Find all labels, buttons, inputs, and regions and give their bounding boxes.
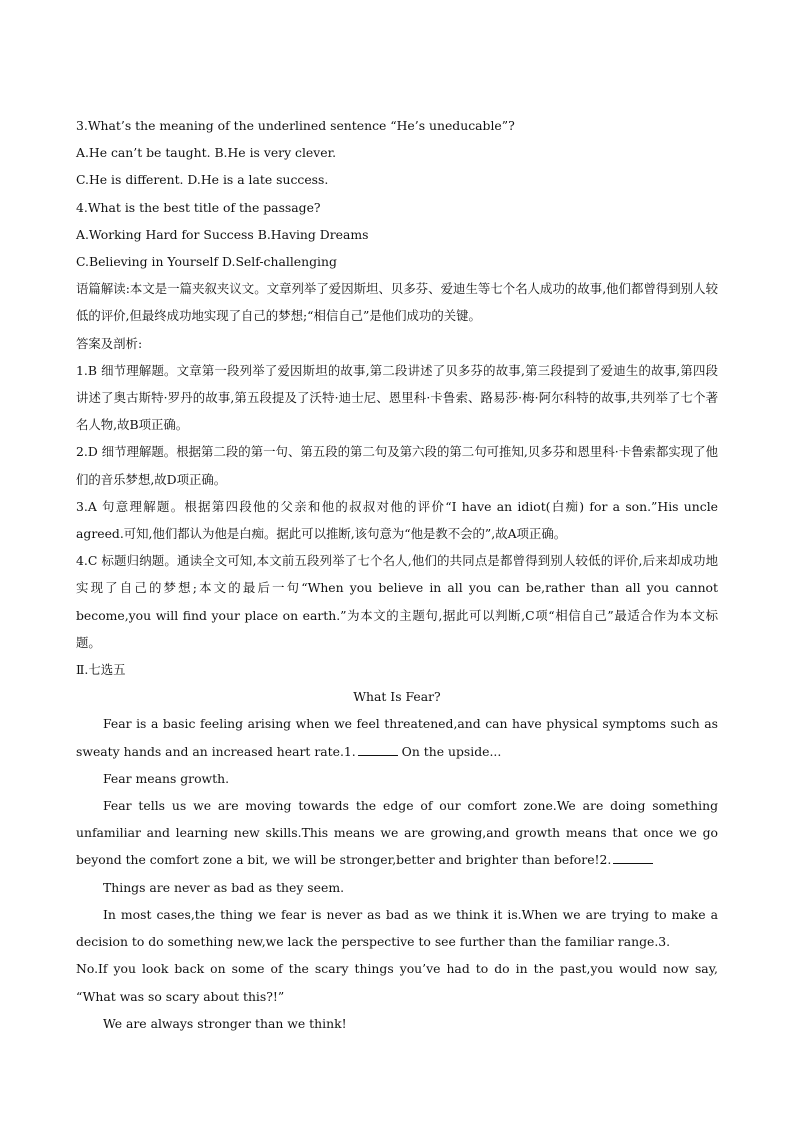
question-3-options-ab: A.He can’t be taught. B.He is very clever. [76, 145, 337, 161]
paragraph-7: We are always stronger than we think! [103, 1015, 347, 1031]
question-4-options-cd: C.Believing in Yourself D.Self-challenging [76, 254, 337, 270]
answer-3: 3.A 句意理解题。根据第四段他的父亲和他的叔叔对他的评价“I have an idiot(白痴) for a son.”His uncle agreed.可知,他们都认为他是白痴。据此可以推断,该句意为“他是教不会的”,故A项正确。 [76, 498, 718, 542]
blank-1[interactable] [358, 743, 398, 756]
answer-4: 4.C 标题归纳题。通读全文可知,本文前五段列举了七个名人,他们的共同点是都曾得到别人较低的评价,后来却成功地实现了自己的梦想;本文的最后一句“When you believe in all you can be,rather than all you cannot become,you will find your place on earth.”为本文的主题句,据此可以判断,C项“相信自己”最适合作为本文标题。 [76, 553, 718, 650]
question-4: 4.What is the best title of the passage? [76, 199, 321, 215]
section-2-heading: Ⅱ.七选五 [76, 662, 126, 678]
blank-2[interactable] [613, 851, 653, 864]
question-3: 3.What’s the meaning of the underlined sentence “He’s uneducable”? [76, 118, 515, 133]
paragraph-1-tail: On the upside... [397, 743, 502, 759]
answer-2: 2.D 细节理解题。根据第二段的第一句、第五段的第二句及第六段的第二句可推知,贝多芬和恩里科·卡鲁索都实现了他们的音乐梦想,故D项正确。 [76, 444, 718, 487]
paragraph-5: In most cases,the thing we fear is never as bad as we think it is.When we are trying to make a decision to do something new,we lack the perspective to see further than the familiar range.3. [76, 906, 718, 950]
paragraph-3 [76, 792, 718, 874]
answers-heading: 答案及剖析: [76, 335, 143, 351]
paragraph-1-text: Fear is a basic feeling arising when we feel threatened,and can have physical symptoms such as sweaty hands and an increased heart rate.1. [76, 716, 718, 759]
paragraph-1 [76, 710, 718, 764]
paragraph-6: No.If you look back on some of the scary things you’ve had to do in the past,you would now say, “What was so scary about this?!” [76, 961, 718, 1004]
question-4-options-ab: A.Working Hard for Success B.Having Dreams [76, 226, 369, 242]
answer-1: 1.B 细节理解题。文章第一段列举了爱因斯坦的故事,第二段讲述了贝多芬的故事,第三段提到了爱迪生的故事,第四段讲述了奥古斯特·罗丹的故事,第五段提及了沃特·迪士尼、恩里科·卡鲁索、路易莎·梅·阿尔科特的故事,共列举了七个著名人物,故B项正确。 [76, 362, 718, 433]
question-3-options-cd: C.He is different. D.He is a late success. [76, 172, 329, 188]
paragraph-3-text: Fear tells us we are moving towards the edge of our comfort zone.We are doing something unfamiliar and learning new skills.This means we are growing,and growth means that once we go beyond the comfort zone a bit, we will be stronger,better and brighter than before!2. [76, 798, 718, 868]
document-page [76, 112, 718, 1037]
paragraph-2: Fear means growth. [103, 770, 230, 786]
passage-summary: 语篇解读:本文是一篇夹叙夹议文。文章列举了爱因斯坦、贝多芬、爱迪生等七个名人成功的故事,他们都曾得到别人较低的评价,但最终成功地实现了自己的梦想;“相信自己”是他们成功的关键。 [76, 281, 718, 324]
paragraph-4: Things are never as bad as they seem. [103, 879, 345, 895]
passage-title: What Is Fear? [353, 689, 441, 705]
